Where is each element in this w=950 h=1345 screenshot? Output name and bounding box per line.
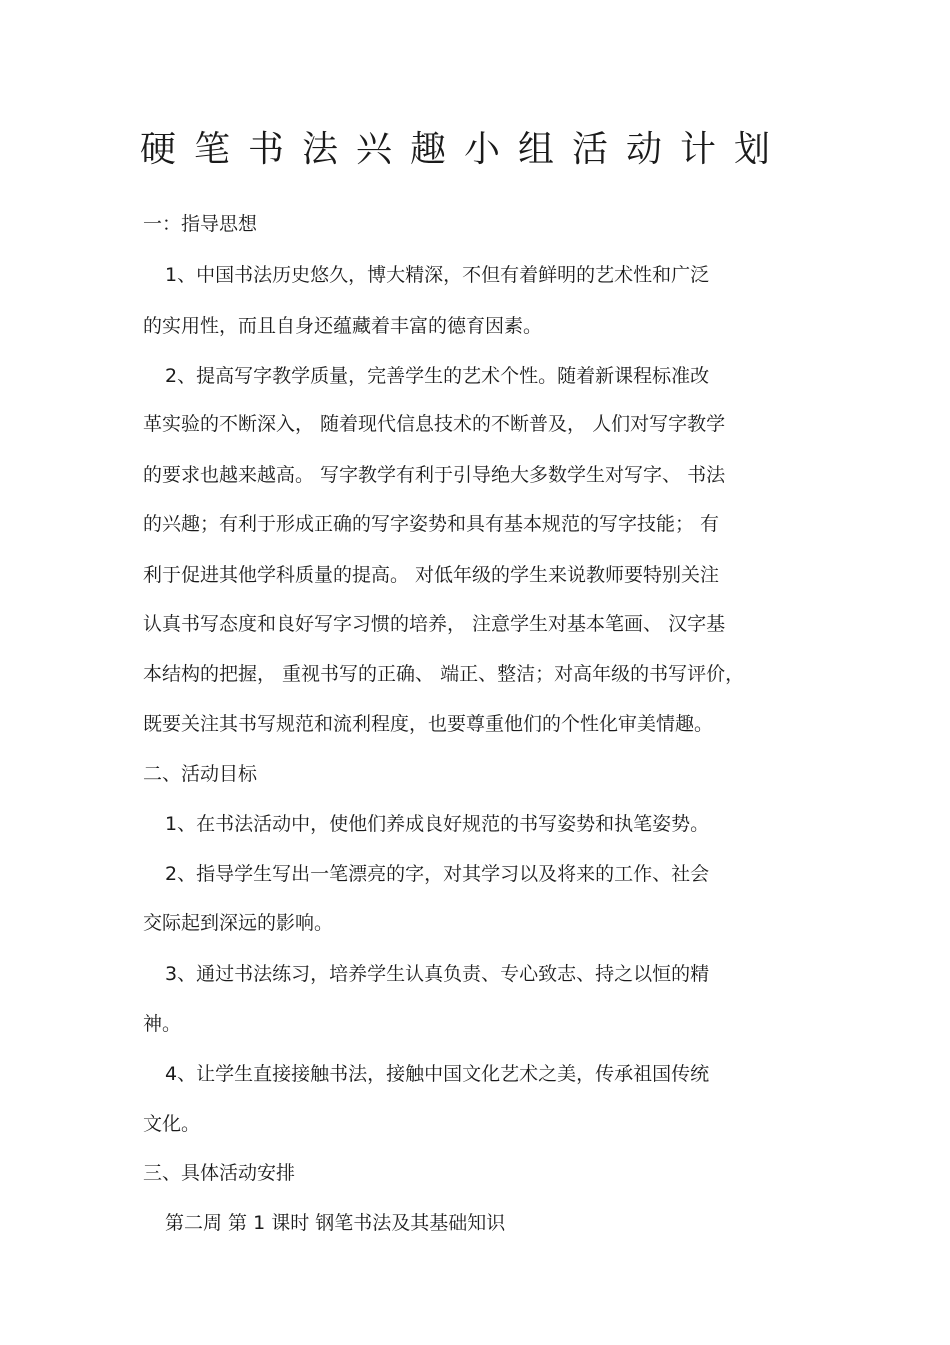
paragraph-line: 3、通过书法练习，培养学生认真负责、专心致志、持之以恒的精 — [165, 963, 710, 985]
paragraph-line: 认真书写态度和良好写字习惯的培养， 注意学生对基本笔画、 汉字基 — [143, 613, 726, 635]
paragraph-line: 既要关注其书写规范和流利程度，也要尊重他们的个性化审美情趣。 — [143, 713, 714, 735]
paragraph-line: 1、中国书法历史悠久，博大精深，不但有着鲜明的艺术性和广泛 — [165, 264, 710, 286]
schedule-line: 第二周 第 1 课时 钢笔书法及其基础知识 — [165, 1212, 506, 1234]
paragraph-line: 1、在书法活动中，使他们养成良好规范的书写姿势和执笔姿势。 — [165, 813, 710, 835]
paragraph-line: 神。 — [143, 1013, 182, 1035]
paragraph-line: 的要求也越来越高。 写字教学有利于引导绝大多数学生对写字、 书法 — [143, 464, 726, 486]
paragraph-line: 本结构的把握， 重视书写的正确、 端正、整洁；对高年级的书写评价， — [143, 663, 745, 685]
paragraph-line: 的兴趣；有利于形成正确的写字姿势和具有基本规范的写字技能； 有 — [143, 513, 720, 535]
paragraph-line: 革实验的不断深入， 随着现代信息技术的不断普及， 人们对写字教学 — [143, 413, 726, 435]
paragraph-line: 2、指导学生写出一笔漂亮的字，对其学习以及将来的工作、社会 — [165, 863, 710, 885]
paragraph-line: 交际起到深远的影响。 — [143, 912, 334, 934]
paragraph-line: 利于促进其他学科质量的提高。 对低年级的学生来说教师要特别关注 — [143, 564, 720, 586]
paragraph-line: 4、让学生直接接触书法，接触中国文化艺术之美，传承祖国传统 — [165, 1063, 710, 1085]
page-title: 硬笔书法兴趣小组活动计划 — [140, 129, 789, 170]
section-heading: 三、具体活动安排 — [143, 1162, 296, 1184]
section-heading: 二、活动目标 — [143, 763, 258, 785]
section-heading: 一：指导思想 — [143, 213, 258, 235]
paragraph-line: 文化。 — [143, 1113, 201, 1135]
paragraph-line: 的实用性，而且自身还蕴藏着丰富的德育因素。 — [143, 315, 543, 337]
paragraph-line: 2、提高写字教学质量，完善学生的艺术个性。随着新课程标准改 — [165, 365, 710, 387]
